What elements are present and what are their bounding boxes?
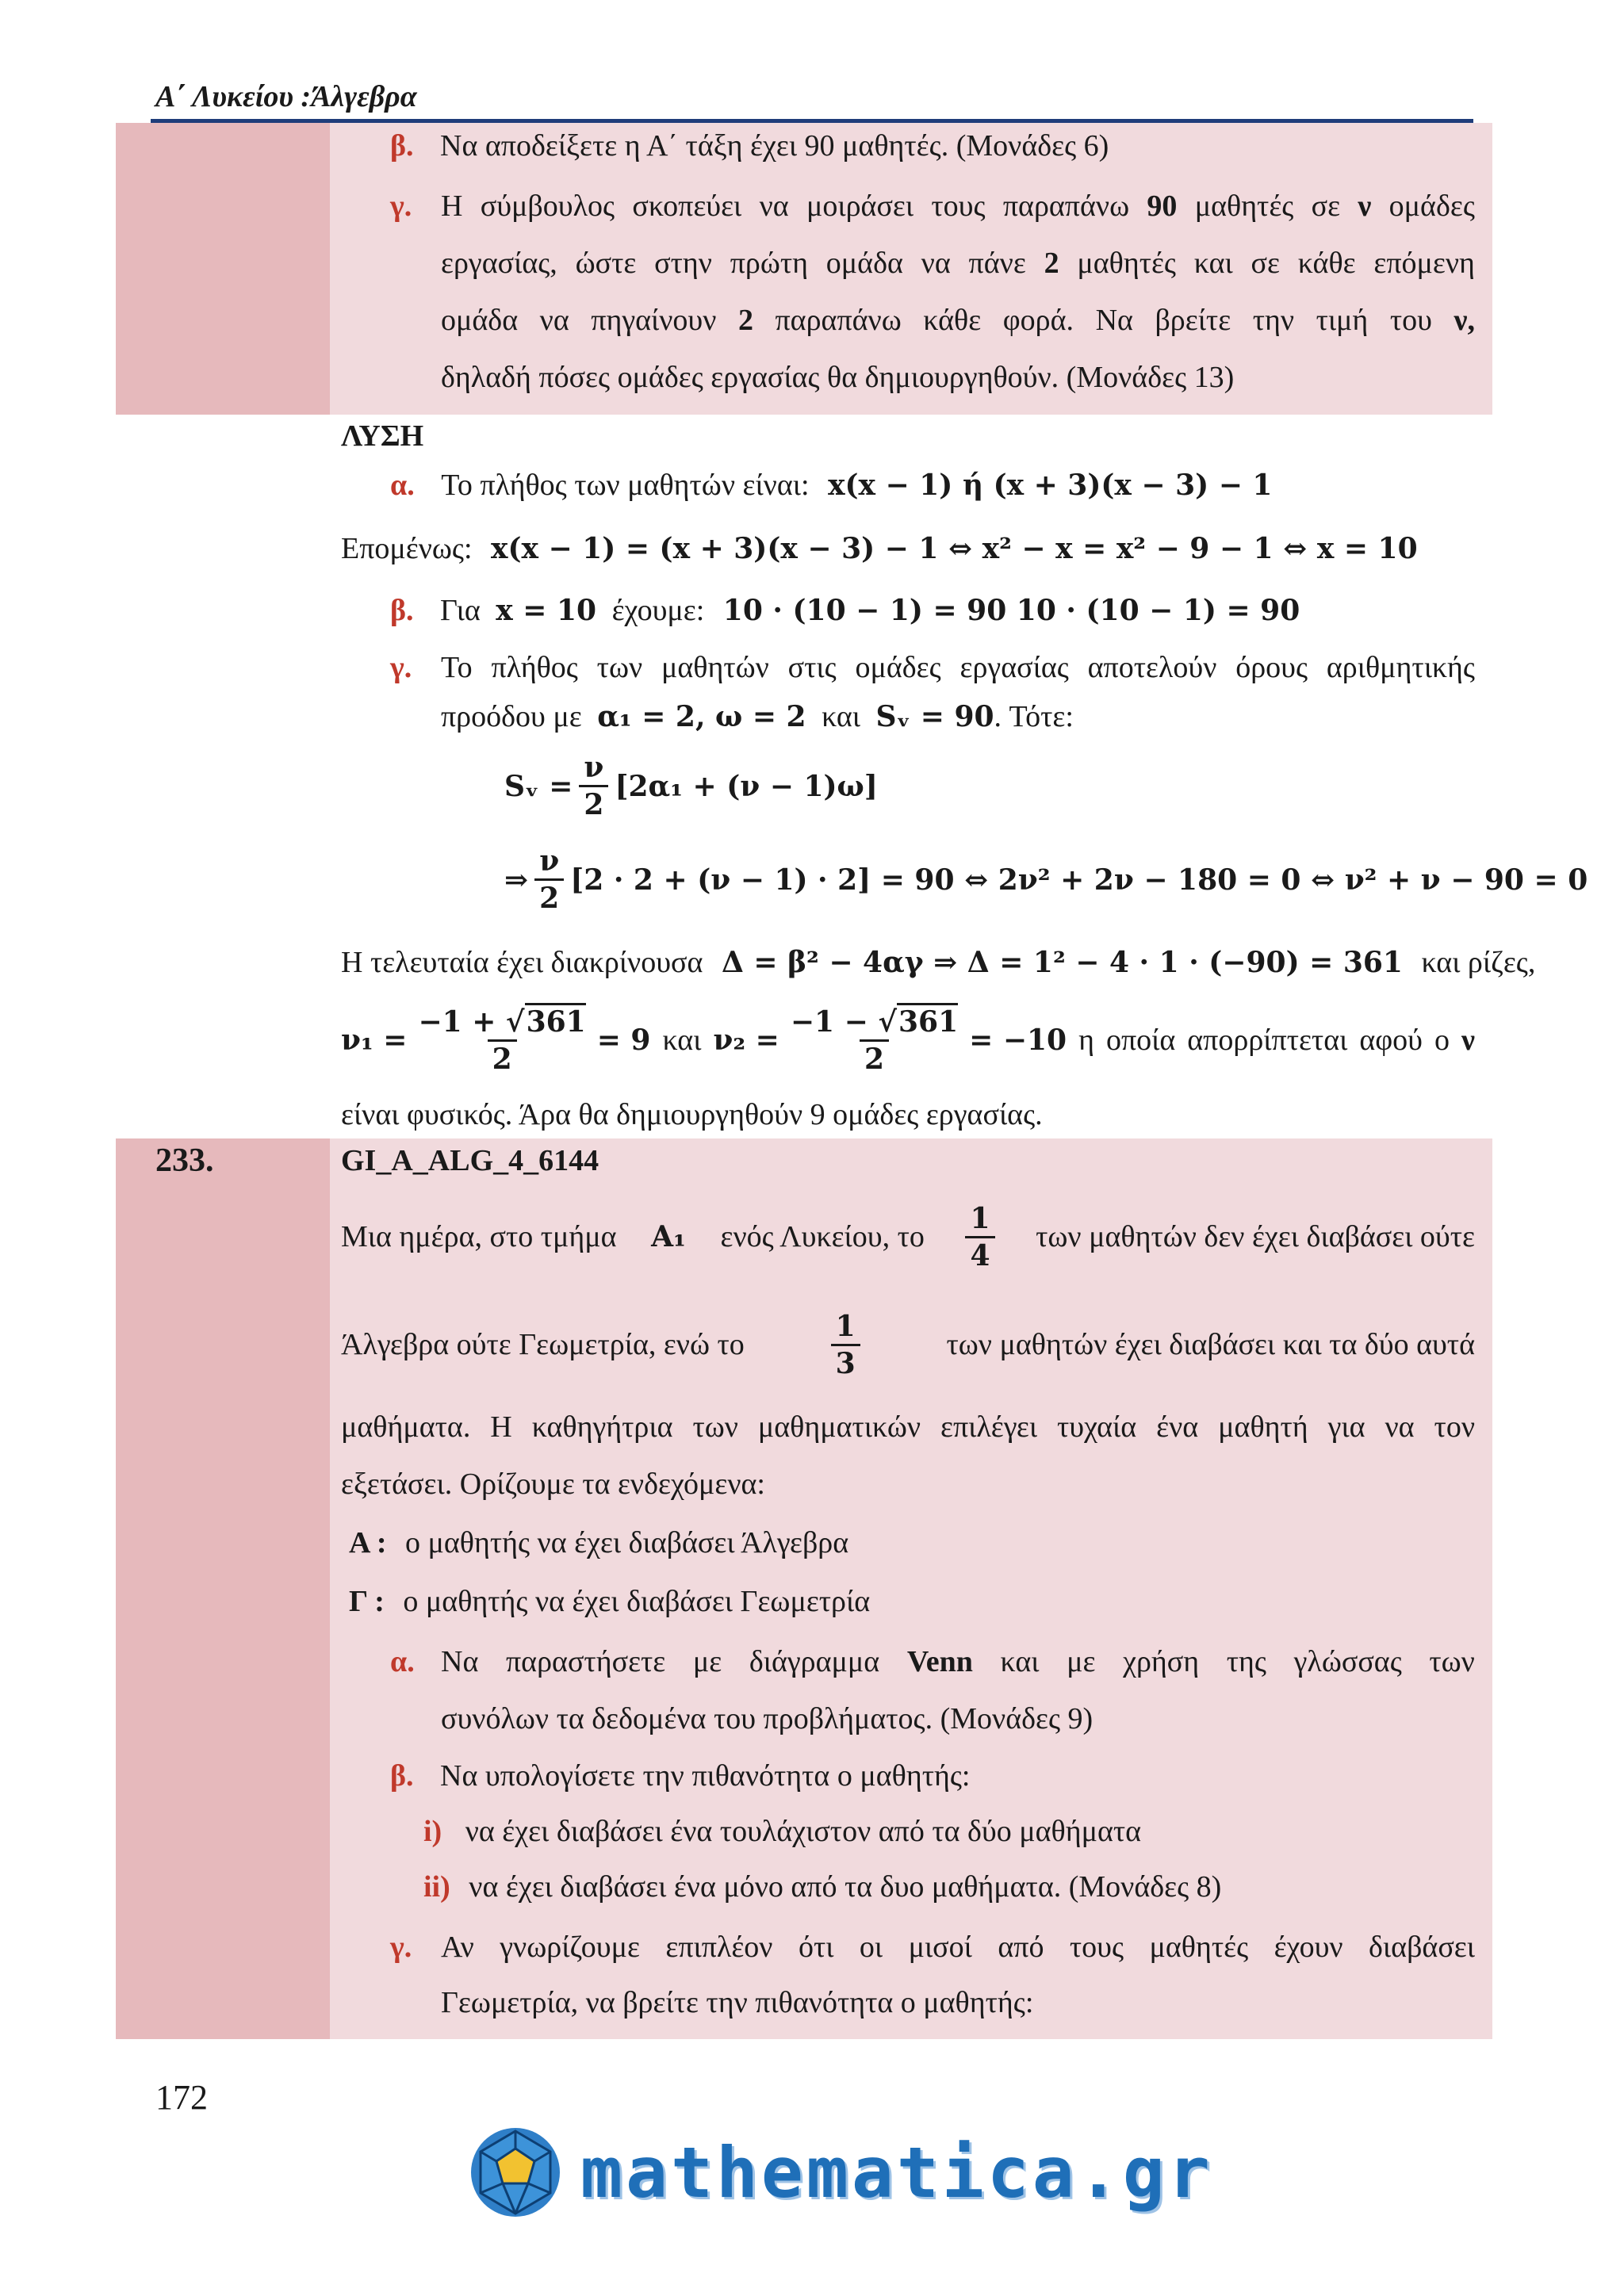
word: μαθητές xyxy=(1149,1931,1249,1964)
page-header-title: Α΄ Λυκείου :Άλγεβρα xyxy=(155,80,417,113)
word: τιμή xyxy=(1316,304,1369,337)
band-left-column xyxy=(116,1138,330,2039)
question-gamma-label: γ. xyxy=(390,189,412,223)
question-c-line-1 xyxy=(441,1928,1475,1966)
solution-roots: ν₁ = $\frac{-1 + √361}{2}$ = 9 και ν₂ = $\frac{-1 - √361}{2}$ = −10 η οποία απορρίπτεται αφού ο ν xyxy=(341,1001,1475,1080)
question-c-line-2: Γεωμετρία, να βρείτε την πιθανότητα ο μαθητής: xyxy=(441,1986,1034,2019)
word: ν xyxy=(1358,189,1372,223)
word: για xyxy=(1327,1410,1365,1444)
word: σε xyxy=(1311,189,1341,223)
question-gamma-line-3 xyxy=(441,301,1475,339)
word: Η xyxy=(441,189,463,223)
problem-number: 233. xyxy=(155,1142,214,1179)
solution-discriminant: Η τελευταία έχει διακρίνουσα Δ = β² − 4αγ ⇒ Δ = 1² − 4 · 1 · (−90) = 361 και ρίζες, xyxy=(341,946,1536,979)
word: των xyxy=(692,1410,738,1444)
question-c-label: γ. xyxy=(390,1931,412,1964)
word: στις xyxy=(787,651,837,684)
word: σύμβουλος xyxy=(480,189,615,223)
word: από xyxy=(998,1931,1044,1964)
word: Να xyxy=(1095,304,1133,337)
word: παραπάνω xyxy=(775,304,902,337)
question-a-line-2: συνόλων τα δεδομένα του προβλήματος. (Μονάδες 9) xyxy=(441,1702,1094,1735)
word: αποτελούν xyxy=(1087,651,1217,684)
word: ομάδες xyxy=(855,651,941,684)
question-b-i: i) να έχει διαβάσει ένα τουλάχιστον από τα δύο μαθήματα xyxy=(423,1815,1142,1848)
word: διάγραμμα xyxy=(749,1645,880,1678)
problem-paragraph-1: Μια ημέρα, στο τμήμα Α₁ ενός Λυκείου, το $\frac{1}{4}$ των μαθητών δεν έχει διαβάσει ούτε xyxy=(341,1201,1475,1272)
problem-code: GI_A_ALG_4_6144 xyxy=(341,1144,599,1177)
question-a-label: α. xyxy=(390,1645,415,1678)
word: βρείτε xyxy=(1155,304,1231,337)
word: χρήση xyxy=(1123,1645,1200,1678)
problem-paragraph-2: Άλγεβρα ούτε Γεωμετρία, ενώ το $\frac{1}{3}$ των μαθητών έχει διαβάσει και τα δύο αυτά xyxy=(341,1309,1475,1380)
question-gamma-line-2 xyxy=(441,244,1475,282)
question-b-ii: ii) να έχει διαβάσει ένα μόνο από τα δυο μαθήματα. (Μονάδες 8) xyxy=(423,1870,1222,1904)
equation-sum-formula: Sᵥ = $\frac{\nu}{2}$ [2α₁ + (ν − 1)ω] xyxy=(504,751,878,821)
word: οι xyxy=(859,1931,883,1964)
word: ομάδες xyxy=(1388,189,1475,223)
word: τυχαία xyxy=(1057,1410,1137,1444)
word: του xyxy=(1389,304,1432,337)
solution-therefore-math: x(x − 1) = (x + 3)(x − 3) − 1 ⇔ x² − x = x² − 9 − 1 ⇔ x = 10 xyxy=(491,532,1418,565)
word: εργασίας xyxy=(959,651,1069,684)
logo-text: mathematica.gr xyxy=(580,2131,1213,2214)
root-2: ν₂ = $\frac{-1 - √361}{2}$ = −10 xyxy=(713,1008,1067,1073)
word: μαθητών xyxy=(661,651,769,684)
word: σκοπεύει xyxy=(632,189,742,223)
word: Venn xyxy=(906,1645,973,1678)
word: Το xyxy=(441,651,473,684)
question-b: β. Να υπολογίσετε την πιθανότητα ο μαθητής: xyxy=(390,1759,971,1793)
solution-b-math: 10 · (10 − 1) = 90 10 · (10 − 1) = 90 xyxy=(722,594,1300,627)
word: ώστε xyxy=(575,247,637,280)
word: γλώσσας xyxy=(1293,1645,1402,1678)
word: παραστήσετε xyxy=(505,1645,666,1678)
root-1: ν₁ = $\frac{-1 + √361}{2}$ = 9 xyxy=(341,1008,650,1073)
word: 90 xyxy=(1147,189,1178,223)
word: με xyxy=(692,1645,722,1678)
word: καθηγήτρια xyxy=(531,1410,673,1444)
word: πάνε xyxy=(968,247,1026,280)
word: Αν xyxy=(441,1931,474,1964)
word: και xyxy=(1000,1645,1040,1678)
word: εργασίας, xyxy=(441,247,557,280)
word: στην xyxy=(654,247,712,280)
solution-c-line-2: προόδου με α₁ = 2, ω = 2 και Sᵥ = 90. Τότε: xyxy=(441,700,1074,733)
polyhedron-icon xyxy=(468,2125,563,2220)
solution-heading: ΛΥΣΗ xyxy=(341,419,424,453)
site-logo[interactable] xyxy=(468,2125,1213,2220)
solution-a: α. Το πλήθος των μαθητών είναι: x(x − 1) ή (x + 3)(x − 3) − 1 xyxy=(390,469,1273,502)
word: αριθμητικής xyxy=(1326,651,1475,684)
word: και xyxy=(1193,247,1233,280)
solution-a-math: x(x − 1) ή (x + 3)(x − 3) − 1 xyxy=(828,469,1273,502)
question-beta-text: Να αποδείξετε η Α΄ τάξη έχει 90 μαθητές. (Μονάδες 6) xyxy=(440,129,1109,163)
word: της xyxy=(1226,1645,1266,1678)
problem-paragraph-4: εξετάσει. Ορίζουμε τα ενδεχόμενα: xyxy=(341,1468,765,1501)
word: κάθε xyxy=(1297,247,1356,280)
word: έχουν xyxy=(1274,1931,1343,1964)
word: μαθητές xyxy=(1194,189,1294,223)
solution-c-line-1 xyxy=(441,649,1475,687)
word: να xyxy=(539,304,569,337)
word: την xyxy=(1252,304,1295,337)
question-a-line-1 xyxy=(441,1643,1475,1681)
word: ομάδα xyxy=(441,304,519,337)
word: με xyxy=(1067,1645,1096,1678)
word: μαθήματα. xyxy=(341,1410,471,1444)
word: να xyxy=(1385,1410,1415,1444)
word: φορά. xyxy=(1002,304,1074,337)
word: Να xyxy=(441,1645,479,1678)
word: να xyxy=(921,247,951,280)
band-left-column xyxy=(116,123,330,415)
word: επόμενη xyxy=(1373,247,1475,280)
word: κάθε xyxy=(923,304,982,337)
word: μαθηματικών xyxy=(757,1410,921,1444)
word: διαβάσει xyxy=(1369,1931,1475,1964)
equation-quadratic: ⇒ $\frac{\nu}{2}$ [2 · 2 + (ν − 1) · 2] = 90 ⇔ 2ν² + 2ν − 180 = 0 ⇔ ν² + ν − 90 = 0 xyxy=(504,844,1588,915)
word: Η xyxy=(490,1410,512,1444)
question-gamma-line-4: δηλαδή πόσες ομάδες εργασίας θα δημιουργηθούν. (Μονάδες 13) xyxy=(441,361,1235,394)
word: πλήθος xyxy=(491,651,578,684)
question-gamma-line-1 xyxy=(441,187,1475,225)
solution-therefore: Επομένως: x(x − 1) = (x + 3)(x − 3) − 1 ⇔ x² − x = x² − 9 − 1 ⇔ x = 10 xyxy=(341,532,1418,565)
word: τον xyxy=(1434,1410,1475,1444)
word: όρους xyxy=(1235,651,1308,684)
word: να xyxy=(759,189,789,223)
solution-b: β. Για x = 10 έχουμε: 10 · (10 − 1) = 90 10 · (10 − 1) = 90 xyxy=(390,594,1300,627)
word: επιπλέον xyxy=(665,1931,773,1964)
solution-c-label: γ. xyxy=(390,651,412,684)
word: γνωρίζουμε xyxy=(500,1931,640,1964)
word: πρώτη xyxy=(730,247,808,280)
word: μαθητή xyxy=(1218,1410,1308,1444)
word: ομάδα xyxy=(825,247,903,280)
question-beta: β. Να αποδείξετε η Α΄ τάξη έχει 90 μαθητές. (Μονάδες 6) xyxy=(390,129,1109,163)
word: μοιράσει xyxy=(806,189,914,223)
problem-paragraph-3 xyxy=(341,1408,1475,1446)
word: 2 xyxy=(1044,247,1059,280)
word: τους xyxy=(1069,1931,1124,1964)
word: σε xyxy=(1251,247,1280,280)
word: ότι xyxy=(798,1931,834,1964)
word: επιλέγει xyxy=(940,1410,1038,1444)
word: 2 xyxy=(737,304,753,337)
word: ένα xyxy=(1156,1410,1199,1444)
solution-final: είναι φυσικός. Άρα θα δημιουργηθούν 9 ομάδες εργασίας. xyxy=(341,1098,1043,1131)
word: παραπάνω xyxy=(1002,189,1130,223)
word: ν, xyxy=(1454,304,1475,337)
word: των xyxy=(1429,1645,1475,1678)
word: των xyxy=(596,651,643,684)
word: μισοί xyxy=(908,1931,972,1964)
word: μαθητές xyxy=(1077,247,1176,280)
word: πηγαίνουν xyxy=(591,304,717,337)
page-number: 172 xyxy=(155,2078,208,2117)
word: τους xyxy=(931,189,986,223)
event-g: Γ : ο μαθητής να έχει διαβάσει Γεωμετρία xyxy=(349,1585,871,1618)
event-a: Α : ο μαθητής να έχει διαβάσει Άλγεβρα xyxy=(349,1526,849,1559)
